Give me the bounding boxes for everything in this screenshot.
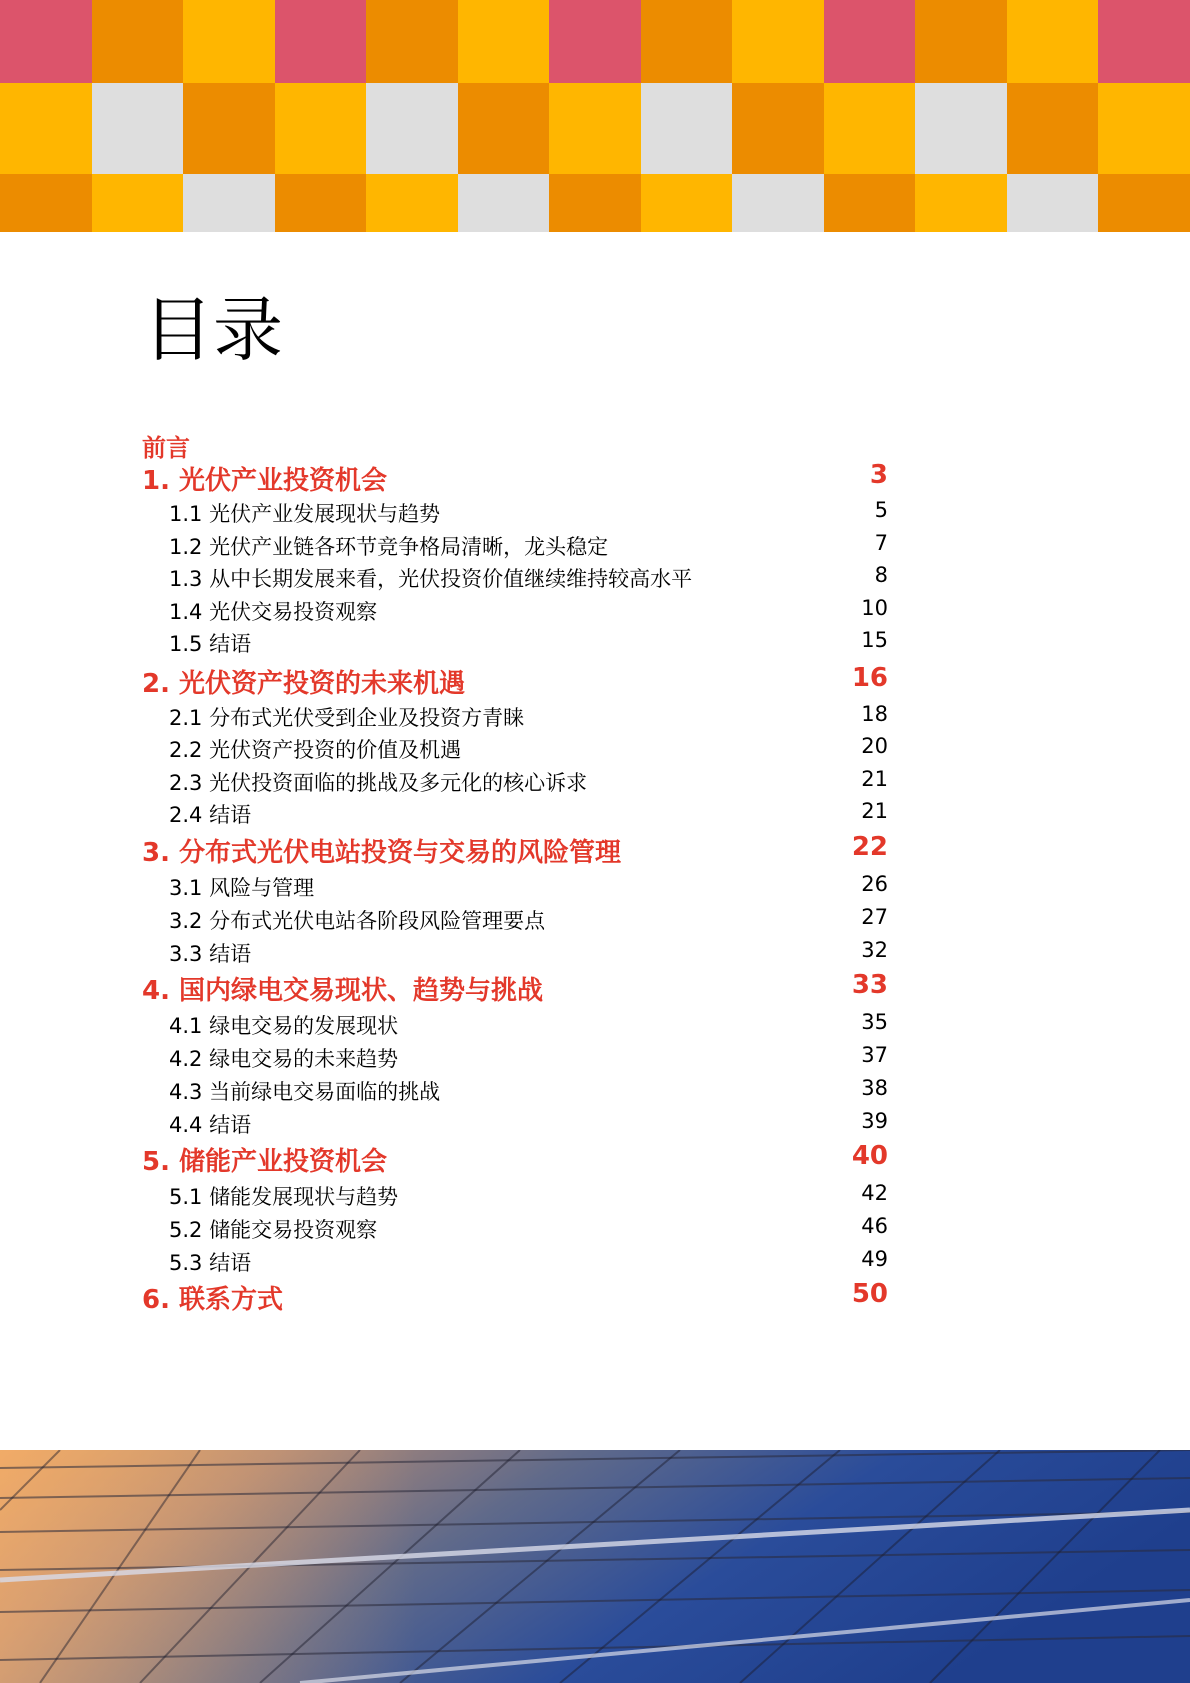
- toc-subsection[interactable]: [0, 1037, 1190, 1073]
- toc-page-number: 27: [861, 905, 888, 929]
- toc-section[interactable]: [0, 1277, 1190, 1313]
- toc-preface[interactable]: [0, 426, 1190, 462]
- toc-subsection[interactable]: [0, 728, 1190, 764]
- toc-page-number: 8: [874, 563, 888, 587]
- toc-entry-label: 2.4 结语: [169, 803, 252, 827]
- toc-entry-label: 3.2 分布式光伏电站各阶段风险管理要点: [169, 909, 546, 933]
- toc-entry-label: 5.2 储能交易投资观察: [169, 1218, 378, 1242]
- toc-subsection[interactable]: [0, 1004, 1190, 1040]
- toc-page-number: 21: [861, 767, 888, 791]
- toc-page-number: 18: [861, 702, 888, 726]
- solar-panel-photo: [0, 1450, 1190, 1683]
- toc-section[interactable]: [0, 1139, 1190, 1175]
- toc-entry-label: 4.1 绿电交易的发展现状: [169, 1014, 399, 1038]
- toc-page-number: 7: [874, 531, 888, 555]
- toc-page-number: 46: [861, 1214, 888, 1238]
- toc-page-number: 42: [861, 1181, 888, 1205]
- toc-page-number: 3: [869, 460, 888, 490]
- toc-entry-label: 1. 光伏产业投资机会: [142, 466, 388, 496]
- toc-entry-label: 4.2 绿电交易的未来趋势: [169, 1047, 399, 1071]
- toc-page-number: 33: [851, 970, 888, 1000]
- toc-entry-label: 2.1 分布式光伏受到企业及投资方青睐: [169, 706, 525, 730]
- toc-subsection[interactable]: [0, 793, 1190, 829]
- toc-entry-label: 2.2 光伏资产投资的价值及机遇: [169, 738, 462, 762]
- toc-subsection[interactable]: [0, 622, 1190, 658]
- toc-entry-label: 1.4 光伏交易投资观察: [169, 600, 378, 624]
- toc-preface-label: 前言: [142, 434, 190, 462]
- toc-entry-label: 4.3 当前绿电交易面临的挑战: [169, 1080, 441, 1104]
- toc-entry-label: 6. 联系方式: [142, 1285, 284, 1315]
- toc-page-number: 32: [861, 938, 888, 962]
- toc-page-number: 15: [861, 628, 888, 652]
- toc-entry-label: 1.1 光伏产业发展现状与趋势: [169, 502, 441, 526]
- toc-entry-label: 1.3 从中长期发展来看，光伏投资价值继续维持较高水平: [169, 567, 693, 591]
- toc-page-number: 16: [851, 663, 888, 693]
- toc-subsection[interactable]: [0, 866, 1190, 902]
- toc-section[interactable]: [0, 830, 1190, 866]
- toc-subsection[interactable]: [0, 1103, 1190, 1139]
- toc-page-number: 35: [861, 1010, 888, 1034]
- toc-page-number: 20: [861, 734, 888, 758]
- toc-entry-label: 3.1 风险与管理: [169, 876, 315, 900]
- toc-page-number: 40: [851, 1141, 888, 1171]
- toc-entry-label: 1.2 光伏产业链各环节竞争格局清晰，龙头稳定: [169, 535, 609, 559]
- toc-subsection[interactable]: [0, 590, 1190, 626]
- toc-page-number: 22: [851, 832, 888, 862]
- toc-page-number: 26: [861, 872, 888, 896]
- toc-section[interactable]: [0, 968, 1190, 1004]
- toc-page-number: 37: [861, 1043, 888, 1067]
- toc-entry-label: 2.3 光伏投资面临的挑战及多元化的核心诉求: [169, 771, 588, 795]
- solar-panel-illustration: [0, 1450, 1190, 1683]
- toc-entry-label: 1.5 结语: [169, 632, 252, 656]
- toc-entry-label: 3.3 结语: [169, 942, 252, 966]
- toc-entry-label: 5.1 储能发展现状与趋势: [169, 1185, 399, 1209]
- toc-entry-label: 4.4 结语: [169, 1113, 252, 1137]
- toc-subsection[interactable]: [0, 899, 1190, 935]
- toc-section[interactable]: [0, 661, 1190, 697]
- toc-subsection[interactable]: [0, 1241, 1190, 1277]
- toc-subsection[interactable]: [0, 761, 1190, 797]
- toc-subsection[interactable]: [0, 932, 1190, 968]
- toc-section[interactable]: [0, 458, 1190, 494]
- toc-page-number: 21: [861, 799, 888, 823]
- toc-entry-label: 2. 光伏资产投资的未来机遇: [142, 669, 466, 699]
- toc-page-number: 50: [851, 1279, 888, 1309]
- toc-page-number: 49: [861, 1247, 888, 1271]
- toc-subsection[interactable]: [0, 1208, 1190, 1244]
- toc-subsection[interactable]: [0, 1175, 1190, 1211]
- toc-page-number: 10: [861, 596, 888, 620]
- toc-subsection[interactable]: [0, 696, 1190, 732]
- toc-page-number: 38: [861, 1076, 888, 1100]
- toc-entry-label: 5. 储能产业投资机会: [142, 1147, 388, 1177]
- toc-subsection[interactable]: [0, 557, 1190, 593]
- toc-entry-label: 5.3 结语: [169, 1251, 252, 1275]
- toc-subsection[interactable]: [0, 525, 1190, 561]
- toc-entry-label: 3. 分布式光伏电站投资与交易的风险管理: [142, 838, 622, 868]
- toc-subsection[interactable]: [0, 492, 1190, 528]
- toc-entry-label: 4. 国内绿电交易现状、趋势与挑战: [142, 976, 544, 1006]
- toc-page-number: 5: [874, 498, 888, 522]
- toc-page-number: 39: [861, 1109, 888, 1133]
- toc-subsection[interactable]: [0, 1070, 1190, 1106]
- page-title: 目录: [143, 289, 283, 371]
